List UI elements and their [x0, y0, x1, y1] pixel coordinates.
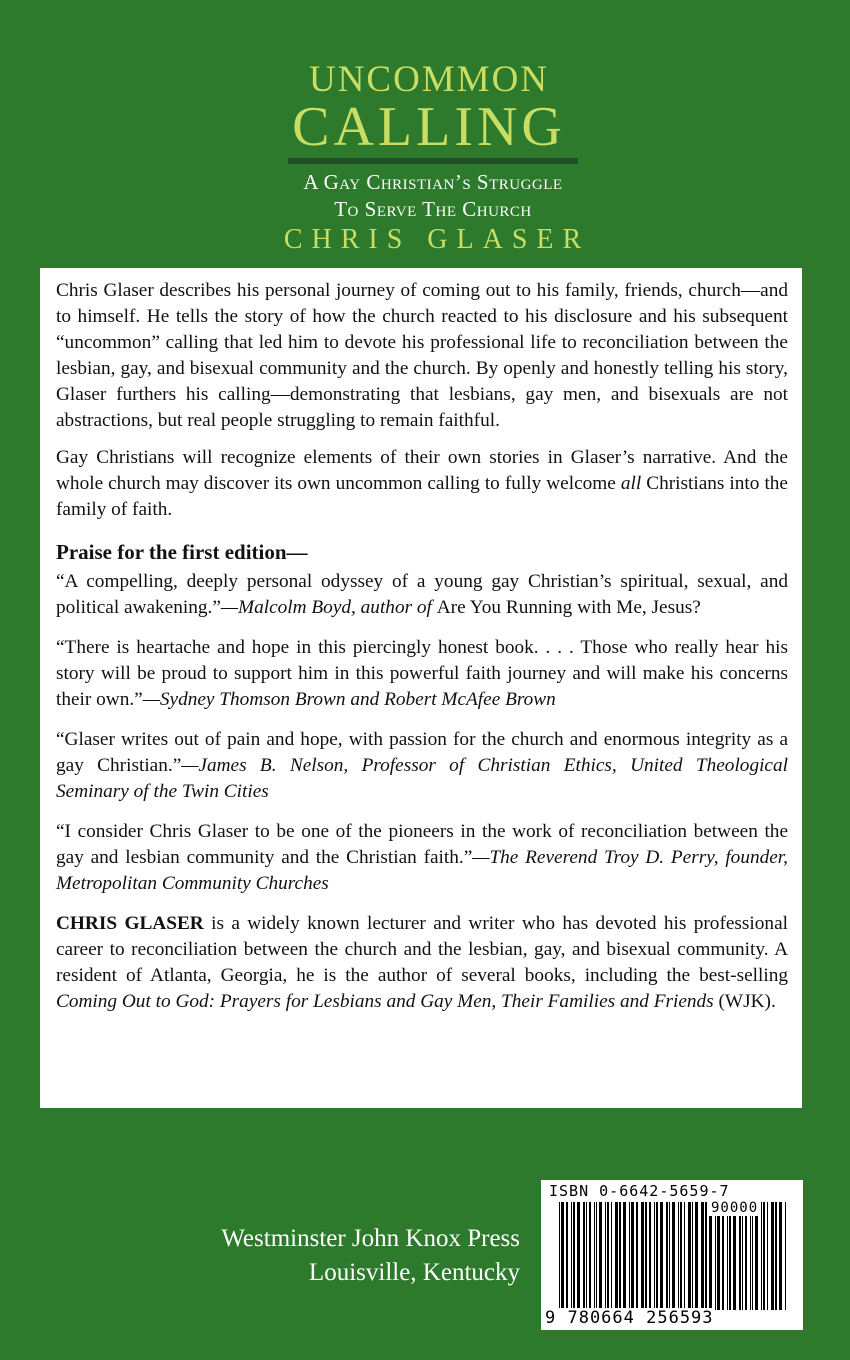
barcode-bar: [666, 1202, 668, 1310]
quote-text: “A compelling, deeply personal odyssey of a young gay Christian’s spiritual, sexual, and political awakening.”: [56, 571, 788, 618]
quote-text: “Glaser writes out of pain and hope, with passion for the church and enormous integrity as a gay Christian.”: [56, 729, 788, 776]
barcode-bar: [566, 1202, 568, 1310]
quote-text: “I consider Chris Glaser to be one of the pioneers in the work of reconciliation between the gay and lesbian community and the Christian faith.”: [56, 821, 788, 868]
barcode-bar: [709, 1202, 712, 1310]
barcode-bar: [589, 1202, 591, 1310]
barcode-bar: [561, 1202, 564, 1310]
praise-quote-2: [56, 635, 788, 713]
barcode-bar: [645, 1202, 647, 1310]
bio-text: is a widely known lecturer and writer who has devoted his professional career to reconciliation between the church and the lesbian, gay, and bisexual community. A resident of Atlanta, Georgia, he is the author of several books, including the best-selling: [56, 913, 788, 986]
description-emphasis: all: [620, 473, 642, 494]
barcode-bar: [623, 1202, 626, 1310]
barcode-bar: [586, 1202, 587, 1310]
publisher-location: Louisville, Kentucky: [308, 1259, 520, 1286]
barcode-bars: [559, 1202, 789, 1310]
barcode-bar: [684, 1202, 685, 1310]
barcode-bar: [733, 1202, 736, 1310]
barcode-bar: [701, 1202, 704, 1310]
bio-text-end: (WJK).: [713, 991, 776, 1012]
barcode-bar: [688, 1202, 691, 1310]
barcode-bar: [605, 1202, 606, 1310]
barcode-bar: [631, 1202, 634, 1310]
subtitle-line-1: A Gay Christian’s Struggle: [303, 170, 563, 194]
barcode-bar: [715, 1202, 716, 1310]
quote-book-title: Are You Running with Me, Jesus?: [436, 597, 701, 618]
barcode-bar: [583, 1202, 585, 1310]
quote-attribution: —James B. Nelson, Professor of Christian Ethics, United Theological Seminary of the Twin Cities: [56, 755, 788, 802]
bio-book-title: Coming Out to God: Prayers for Lesbians and Gay Men, Their Families and Friends: [56, 991, 714, 1012]
barcode-bar: [656, 1202, 658, 1310]
barcode-bar: [678, 1202, 679, 1310]
barcode-bar: [611, 1202, 612, 1310]
quote-attribution: —Sydney Thomson Brown and Robert McAfee Brown: [142, 689, 556, 710]
barcode-bar: [641, 1202, 644, 1310]
publisher-block: [160, 1222, 520, 1290]
barcode-bar: [571, 1202, 572, 1310]
barcode-bar: [654, 1202, 655, 1310]
barcode-bar: [636, 1202, 638, 1310]
barcode-bar: [594, 1202, 595, 1310]
author-name: CHRIS GLASER: [283, 224, 591, 255]
description-paragraph-2: [56, 445, 788, 523]
description-text: Gay Christians will recognize elements of their own stories in Glaser’s narrative. And the whole church may discover its own uncommon calling to fully welcome: [56, 447, 788, 494]
barcode-bar: [573, 1202, 575, 1310]
barcode-bar: [692, 1202, 693, 1310]
barcode-bar: [599, 1202, 602, 1310]
barcode-bar: [649, 1202, 651, 1310]
description-paragraph-1: Chris Glaser describes his personal journey of coming out to his family, friends, church—and to himself. He tells the story of how the church reacted to his disclosure and his subsequent “uncommon” calling that led him to devote his professional life to reconciliation between the lesbian, gay, and bisexual community and the church. By openly and honestly telling his story, Glaser furthers his calling—demonstrating that lesbians, gay men, and bisexuals are not abstractions, but real people struggling to remain faithful.: [56, 280, 788, 431]
bio-name: CHRIS GLASER: [56, 913, 204, 934]
barcode-bar: [577, 1202, 580, 1310]
barcode-bar: [729, 1202, 731, 1310]
isbn-label: ISBN 0-6642-5659-7: [549, 1182, 730, 1200]
barcode-bar: [750, 1202, 751, 1310]
description-text-end: Christians into the family of faith.: [56, 473, 788, 520]
blurb-panel: [40, 268, 802, 1108]
barcode-bar: [596, 1202, 597, 1310]
barcode-bar: [739, 1202, 741, 1310]
barcode-bar: [705, 1202, 707, 1310]
title-block: [0, 59, 850, 158]
subtitle-line-2: To Serve The Church: [334, 197, 532, 221]
barcode-bar: [785, 1202, 786, 1310]
barcode-bar: [559, 1202, 560, 1310]
barcode-bar: [761, 1202, 762, 1310]
quote-attribution: —The Reverend Troy D. Perry, founder, Metropolitan Community Churches: [56, 847, 788, 894]
barcode-bar: [615, 1202, 618, 1310]
praise-heading: Praise for the first edition—: [56, 540, 308, 564]
barcode-bar: [660, 1202, 663, 1310]
barcode-bar: [763, 1202, 765, 1310]
barcode-bar: [629, 1202, 630, 1310]
title-line-1: UNCOMMON: [308, 59, 550, 100]
author-bio: [56, 911, 788, 1015]
barcode-bar: [669, 1202, 670, 1310]
praise-quote-3: [56, 727, 788, 805]
quote-text: “There is heartache and hope in this piercingly honest book. . . . Those who really hear his story will be proud to support him in this powerful faith journey and will make his concerns their own.”: [56, 637, 788, 710]
barcode-bar: [742, 1202, 743, 1310]
barcode-bar: [745, 1202, 747, 1310]
barcode-bar: [727, 1202, 728, 1310]
barcode-bar: [695, 1202, 698, 1310]
quote-attribution: —Malcolm Boyd, author of: [220, 597, 437, 618]
publisher-name: Westminster John Knox Press: [221, 1225, 520, 1252]
price-code: 90000: [711, 1200, 759, 1216]
barcode-bar: [680, 1202, 682, 1310]
barcode-box: [541, 1180, 803, 1330]
praise-quote-4: [56, 819, 788, 897]
title-line-2: CALLING: [292, 96, 566, 158]
barcode-bar: [607, 1202, 609, 1310]
praise-quote-1: [56, 569, 788, 621]
barcode-bar: [672, 1202, 675, 1310]
barcode-bar: [767, 1202, 768, 1310]
barcode-bar: [717, 1202, 720, 1310]
barcode-bar: [771, 1202, 774, 1310]
barcode-bar: [755, 1202, 758, 1310]
barcode-bar: [775, 1202, 777, 1310]
ean-digits: 9 780664 256593: [545, 1308, 714, 1328]
barcode-bar: [779, 1202, 782, 1310]
title-divider: [288, 158, 578, 164]
barcode-bar: [619, 1202, 621, 1310]
barcode-bar: [722, 1202, 724, 1310]
barcode-bar: [752, 1202, 753, 1310]
